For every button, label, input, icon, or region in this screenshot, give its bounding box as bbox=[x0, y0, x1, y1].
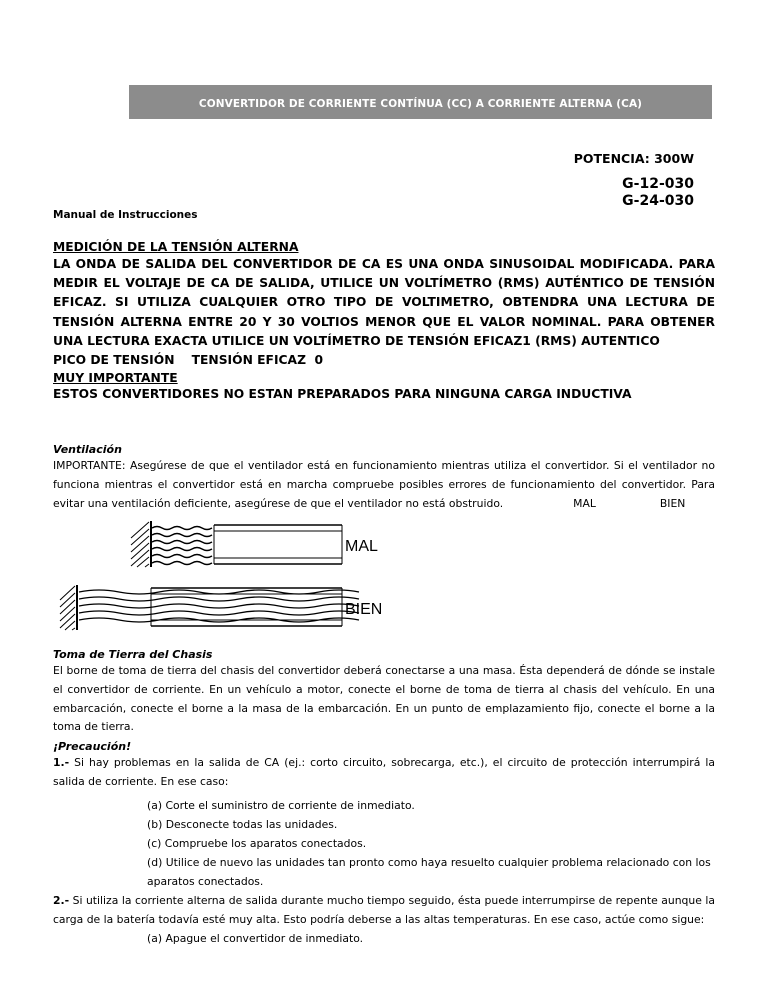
ventilation-label-good: BIEN bbox=[659, 496, 686, 510]
ground-body: El borne de toma de tierra del chasis del convertidor deberá conectarse a una masa. Ésta dependerá de dónde se instale el convertidor de corriente. En un vehículo a motor, conecte el borne de toma de tierra al chasis del vehículo. En una embarcación, conecte el borne a la masa de la embarcación. En un punto de emplazamiento fijo, conecte el borne a la toma de tierra. bbox=[53, 664, 715, 734]
manual-label: Manual de Instrucciones bbox=[53, 209, 198, 221]
ventilation-heading: Ventilación bbox=[53, 443, 122, 456]
ground-heading: Toma de Tierra del Chasis bbox=[53, 648, 213, 661]
caution-item-1 bbox=[53, 754, 715, 792]
diagram-label-bad: MAL bbox=[345, 538, 378, 555]
caution-item-2-number: 2.- bbox=[53, 894, 70, 907]
ventilation-label-bad: MAL bbox=[573, 496, 596, 510]
caution-section bbox=[53, 740, 715, 792]
bad-airflow-figure bbox=[131, 521, 342, 567]
important-heading: MUY IMPORTANTE bbox=[53, 371, 178, 385]
caution-item-2-block bbox=[53, 892, 715, 930]
important-section bbox=[53, 371, 715, 403]
ventilation-body bbox=[53, 457, 715, 513]
caution-step: (a) Corte el suministro de corriente de inmediato. bbox=[147, 799, 415, 812]
caution-heading: ¡Precaución! bbox=[53, 740, 132, 753]
measurement-heading: MEDICIÓN DE LA TENSIÓN ALTERNA bbox=[53, 240, 299, 254]
measurement-section bbox=[53, 240, 720, 370]
caution-item-1-number: 1.- bbox=[53, 756, 70, 769]
good-airflow-figure bbox=[60, 585, 359, 630]
ventilation-diagram bbox=[59, 518, 382, 632]
document-title: CONVERTIDOR DE CORRIENTE CONTÍNUA (CC) A CORRIENTE ALTERNA (CA) bbox=[198, 98, 643, 110]
caution-step: (d) Utilice de nuevo las unidades tan pronto como haya resuelto cualquier problema relacionado con los aparatos conectados. bbox=[147, 856, 711, 888]
caution-item-2-text: Si utiliza la corriente alterna de salida durante mucho tiempo seguido, ésta puede interrumpirse de repente aunque la carga de la batería todavía esté muy alta. Esto podría deberse a las altas temperaturas. En ese caso, actúe como sigue: bbox=[53, 894, 715, 926]
caution-item-1-text: Si hay problemas en la salida de CA (ej.: corto circuito, sobrecarga, etc.), el circuito de protección interrumpirá la salida de corriente. En ese caso: bbox=[53, 756, 715, 788]
ground-section bbox=[53, 648, 715, 737]
caution-step: (c) Compruebe los aparatos conectados. bbox=[147, 837, 367, 850]
ventilation-section bbox=[53, 443, 715, 513]
header-bar bbox=[129, 85, 712, 119]
diagram-label-good: BIEN bbox=[345, 601, 382, 618]
peak-voltage-line: PICO DE TENSIÓN TENSIÓN EFICAZ 0 bbox=[53, 353, 324, 368]
caution-step: (b) Desconecte todas las unidades. bbox=[147, 818, 338, 831]
ventilation-text: IMPORTANTE: Asegúrese de que el ventilador está en funcionamiento mientras utiliza el convertidor. Si el ventilador no funciona mientras el convertidor está en marcha compruebe posibles errores de funcionamiento del convertidor. Para evitar una ventilación deficiente, asegúrese de que el ventilador no está obstruido. bbox=[53, 459, 715, 510]
power-rating: POTENCIA: 300W bbox=[573, 151, 694, 166]
caution-item-2 bbox=[53, 892, 715, 930]
model-number-1: G-12-030 bbox=[622, 176, 694, 192]
model-number-2: G-24-030 bbox=[622, 193, 694, 209]
important-body: ESTOS CONVERTIDORES NO ESTAN PREPARADOS PARA NINGUNA CARGA INDUCTIVA bbox=[53, 387, 632, 401]
caution-step: (a) Apague el convertidor de inmediato. bbox=[147, 932, 364, 945]
measurement-body: LA ONDA DE SALIDA DEL CONVERTIDOR DE CA ES UNA ONDA SINUSOIDAL MODIFICADA. PARA MEDIR EL VOLTAJE DE CA DE SALIDA, UTILICE UN VOLTÍMETRO (RMS) AUTÉNTICO DE TENSIÓN EFICAZ. SI UTILIZA CUALQUIER OTRO TIPO DE VOLTIMETRO, OBTENDRA UNA LECTURA DE TENSIÓN ALTERNA ENTRE 20 Y 30 VOLTIOS MENOR QUE EL VALOR NOMINAL. PARA OBTENER UNA LECTURA EXACTA UTILICE UN VOLTÍMETRO DE TENSIÓN EFICAZ1 (RMS) AUTENTICO bbox=[53, 257, 720, 348]
